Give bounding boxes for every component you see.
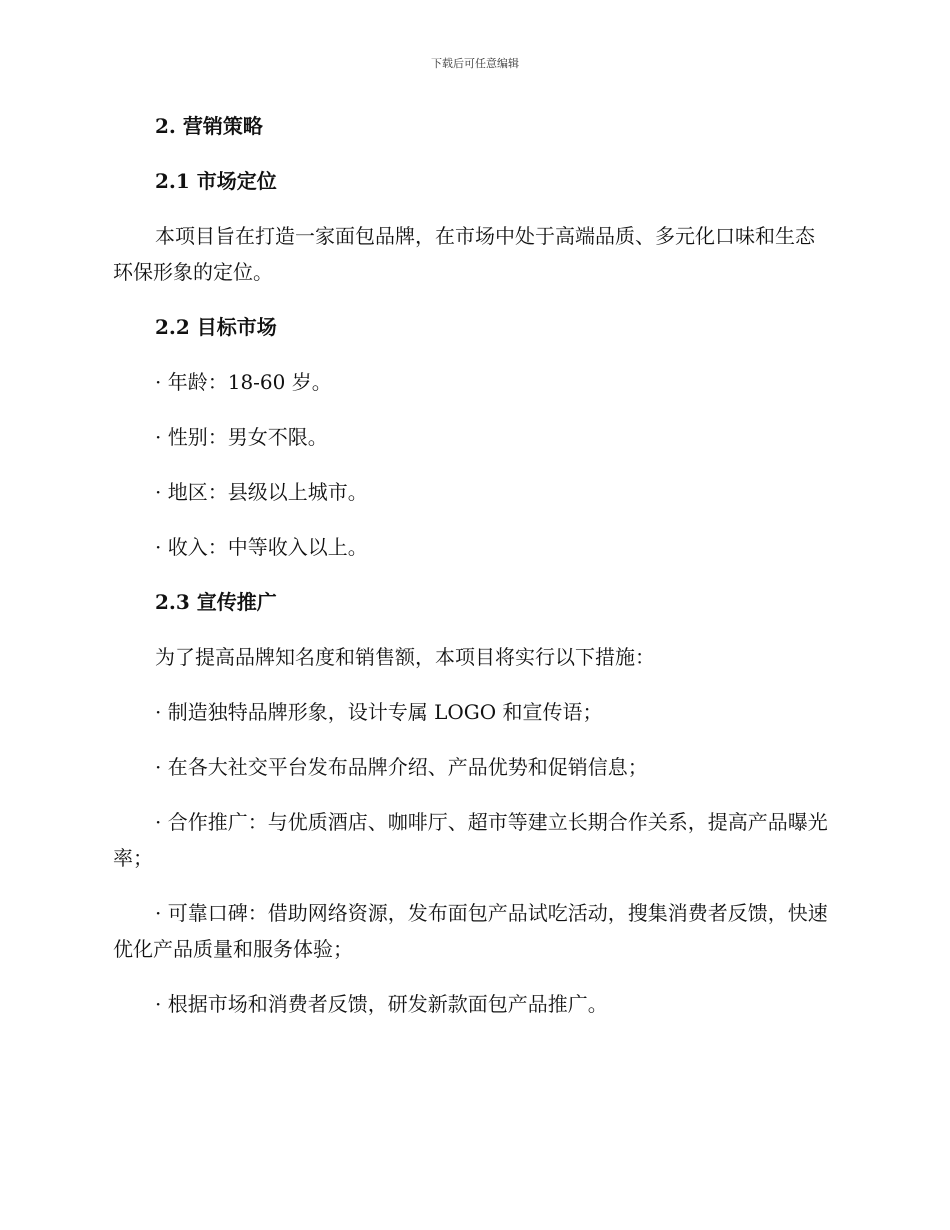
list-item-new-products: · 根据市场和消费者反馈，研发新款面包产品推广。 bbox=[155, 992, 608, 1016]
list-item-cooperation: · 合作推广：与优质酒店、咖啡厅、超市等建立长期合作关系，提高产品曝光率； bbox=[113, 810, 828, 870]
list-item-gender: · 性别：男女不限。 bbox=[155, 425, 328, 449]
paragraph-promotion-intro: 为了提高品牌知名度和销售额，本项目将实行以下措施： bbox=[155, 645, 655, 669]
subsection-heading-market-positioning: 2.1 市场定位 bbox=[155, 169, 277, 193]
paragraph-market-positioning: 本项目旨在打造一家面包品牌，在市场中处于高端品质、多元化口味和生态环保形象的定位。 bbox=[113, 224, 815, 284]
list-item-region: · 地区：县级以上城市。 bbox=[155, 480, 368, 504]
list-item-age: · 年龄：18-60 岁。 bbox=[155, 370, 332, 394]
subsection-heading-promotion: 2.3 宣传推广 bbox=[155, 590, 277, 614]
subsection-heading-target-market: 2.2 目标市场 bbox=[155, 315, 277, 339]
list-item-word-of-mouth: · 可靠口碑：借助网络资源，发布面包产品试吃活动，搜集消费者反馈，快速优化产品质量和服务体验； bbox=[113, 901, 828, 961]
section-heading-marketing-strategy: 2. 营销策略 bbox=[155, 114, 263, 138]
list-item-brand-image: · 制造独特品牌形象，设计专属 LOGO 和宣传语； bbox=[155, 700, 603, 724]
document-body bbox=[113, 108, 833, 1041]
list-item-social-platforms: · 在各大社交平台发布品牌介绍、产品优势和促销信息； bbox=[155, 755, 648, 779]
header-note: 下载后可任意编辑 bbox=[431, 57, 519, 70]
list-item-income: · 收入：中等收入以上。 bbox=[155, 535, 368, 559]
